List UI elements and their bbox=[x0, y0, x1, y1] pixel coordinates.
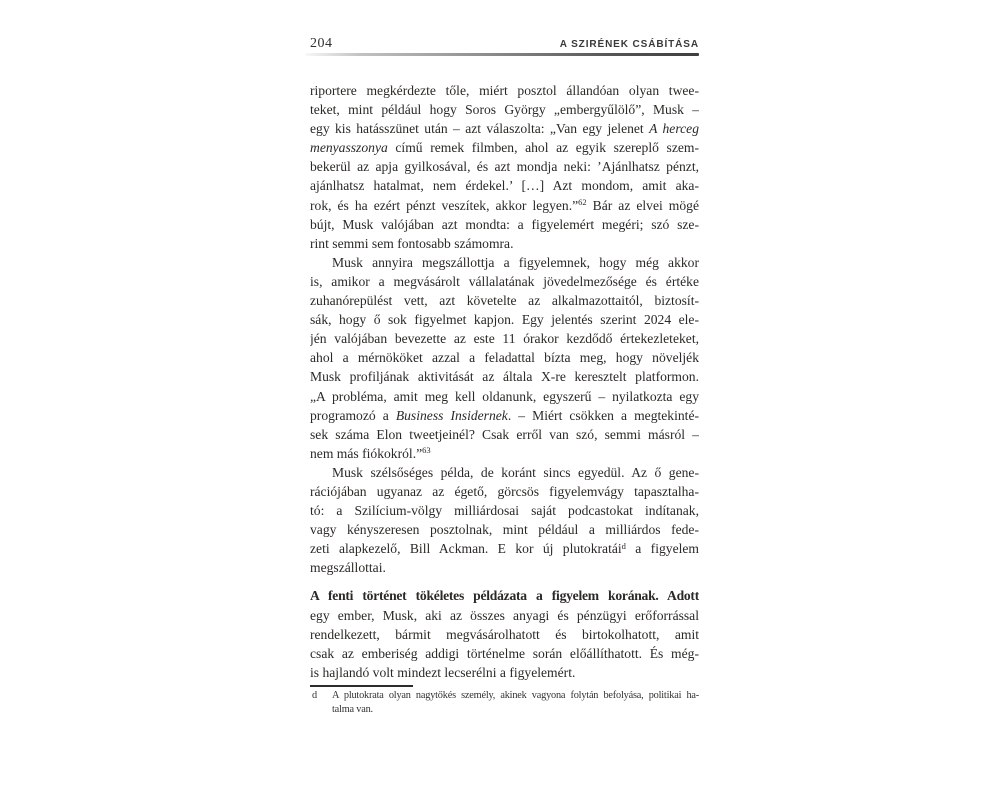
text-line: programozó a Business Insidernek. – Miért csökken a megtekinté- bbox=[310, 407, 699, 423]
running-title: A SZIRÉNEK CSÁBÍTÁSA bbox=[559, 39, 699, 50]
text-line: bekerül az apja gyilkosával, és azt mondja neki: ’Ajánlhatsz pénzt, bbox=[310, 159, 699, 175]
paragraph bbox=[310, 586, 699, 681]
header-rule bbox=[305, 53, 699, 56]
paragraph bbox=[310, 253, 699, 463]
footnote-text bbox=[332, 689, 699, 717]
body-text bbox=[310, 81, 699, 682]
text-line: teket, mint például hogy Soros György „embergyűlölő”, Musk – bbox=[310, 102, 699, 118]
running-header bbox=[310, 36, 699, 52]
text-line: zuhanórepülést vett, azt követelte az alkalmazottaitól, biztosít- bbox=[310, 293, 699, 309]
footnote-line: talma van. bbox=[332, 704, 373, 715]
text-line: ajánlhatsz hatalmat, nem érdekel.’ […] Azt mondom, amit aka- bbox=[310, 178, 699, 194]
text-line: menyasszonya című remek filmben, ahol az egyik szereplő szem- bbox=[310, 140, 699, 156]
footnote-marker: d bbox=[312, 690, 317, 701]
text-line: rint semmi sem fontosabb számomra. bbox=[310, 235, 514, 251]
text-line: Musk profiljának aktivitását az általa X-re keresztelt platformon. bbox=[310, 369, 699, 385]
text-line: „A probléma, amit meg kell oldanunk, egyszerű – nyilatkozta egy bbox=[310, 388, 699, 404]
text-line: is, amikor a megvásárolt vállalatának jövedelmezősége és értéke bbox=[310, 273, 699, 289]
text-line: vagy kényszeresen posztolnak, mint például a milliárdos fede- bbox=[310, 522, 699, 538]
text-line: rációjában ugyanaz az égető, görcsös figyelemvágy tapasztalha- bbox=[310, 483, 699, 499]
text-line: riportere megkérdezte tőle, miért posztol állandóan olyan twee- bbox=[310, 83, 699, 98]
text-line: egy ember, Musk, aki az összes anyagi és pénzügyi erőforrással bbox=[310, 607, 699, 623]
paragraph bbox=[310, 463, 699, 578]
text-line: Musk annyira megszállottja a figyelemnek, hogy még akkor bbox=[332, 254, 699, 270]
text-line: nem más fiókokról.”$^{63}$ bbox=[310, 445, 431, 461]
footnote-line: A plutokrata olyan nagytőkés személy, akinek vagyona folytán befolyása, politikai ha- bbox=[332, 690, 699, 701]
text-line: tó: a Szilícium-völgy milliárdosai saját podcastokat indítanak, bbox=[310, 503, 699, 519]
text-line: sek száma Elon tweetjeinél? Csak erről van szó, semmi másról – bbox=[310, 426, 699, 442]
text-line: rok, és ha ezért pénzt veszítek, akkor legyen.”$^{62}$ Bár az elvei mögé bbox=[310, 197, 699, 213]
text-line: sák, hogy ő sok figyelmet kapjon. Egy jelentés szerint 2024 ele- bbox=[310, 312, 699, 328]
footnote-separator bbox=[310, 685, 413, 687]
text-line: ahol a mérnököket azzal a feladattal bízta meg, hogy növeljék bbox=[310, 350, 699, 366]
footnote bbox=[310, 689, 699, 717]
text-line: Musk szélsőséges példa, de koránt sincs egyedül. Az ő gene- bbox=[332, 464, 699, 480]
page-number: 204 bbox=[310, 36, 333, 51]
text-line: is hajlandó volt mindezt lecserélni a figyelemért. bbox=[310, 664, 576, 680]
text-line: A fenti történet tökéletes példázata a figyelem korának. Adott bbox=[310, 588, 699, 604]
text-line: jén valójában bevezette az este 11 órakor kezdődő értekezleteket, bbox=[310, 331, 699, 347]
paragraph bbox=[310, 81, 699, 253]
text-line: megszállottai. bbox=[310, 560, 386, 576]
text-line: zeti alapkezelő, Bill Ackman. E kor új plutokratái$^d$ a figyelem bbox=[310, 540, 699, 557]
text-line: bújt, Musk valójában azt mondta: a figyelemért megéri; szó sze- bbox=[310, 216, 699, 232]
text-line: rendelkezett, bármit megvásárolhatott és birtokolhatott, amit bbox=[310, 626, 699, 642]
text-line: csak az emberiség addigi történelme során előállíthatott. És még- bbox=[310, 645, 699, 661]
text-line: egy kis hatásszünet után – azt válaszolta: „Van egy jelenet A herceg bbox=[310, 121, 699, 137]
